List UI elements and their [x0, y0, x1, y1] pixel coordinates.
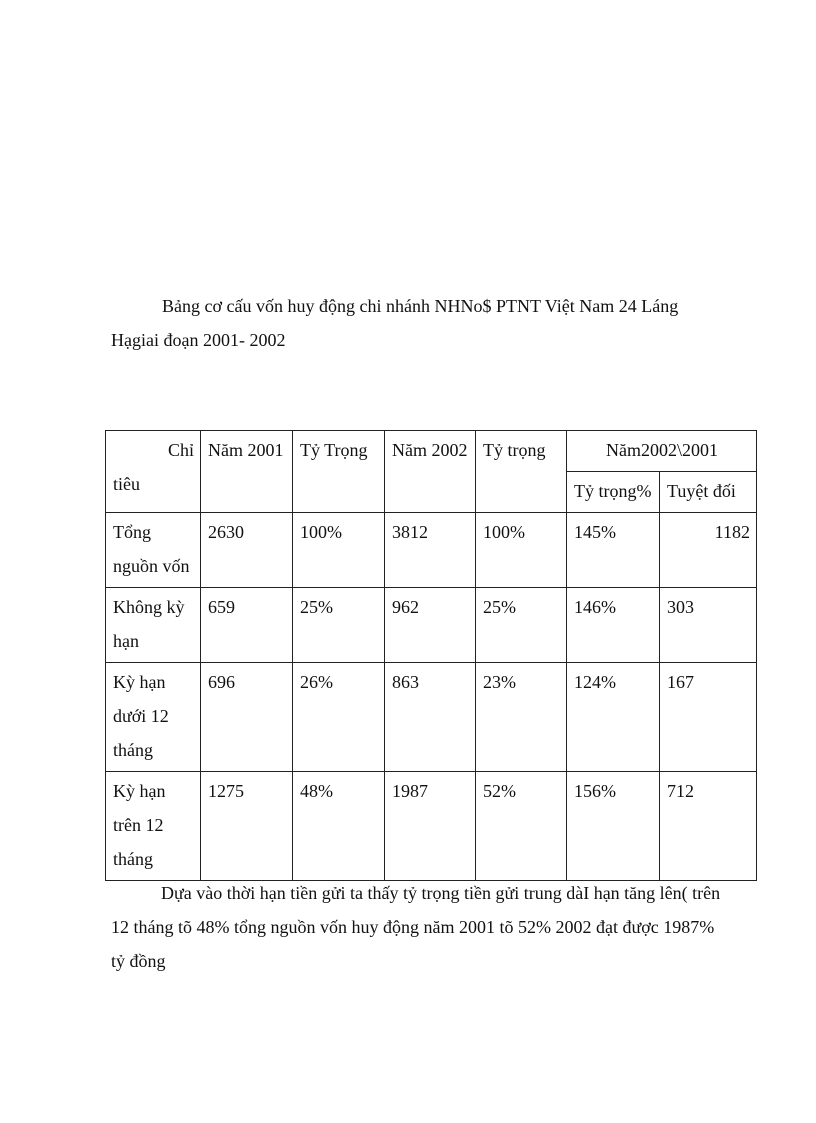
cell-ty-trong-2001: 48%	[293, 772, 385, 881]
row-label: Không kỳ hạn	[106, 588, 201, 663]
cell-ty-trong-2001: 26%	[293, 663, 385, 772]
cell-nam-2002: 3812	[385, 513, 476, 588]
header-chi-tieu	[106, 431, 201, 513]
header-chi: Chỉ	[167, 440, 194, 460]
cell-tuyet-doi: 712	[660, 772, 757, 881]
header-ty-trong-pct: Tỷ trọng%	[567, 472, 660, 513]
row-label: Tổng nguồn vốn	[106, 513, 201, 588]
header-tuyet-doi: Tuyệt đối	[660, 472, 757, 513]
table-header-row	[106, 431, 757, 472]
table-row	[106, 513, 757, 588]
row-label: Kỳ hạn trên 12 tháng	[106, 772, 201, 881]
cell-ty-trong-2002: 25%	[476, 588, 567, 663]
cell-nam-2002: 962	[385, 588, 476, 663]
table-row	[106, 588, 757, 663]
cell-nam-2002: 1987	[385, 772, 476, 881]
header-compare-label: Năm2002\2001	[606, 440, 718, 460]
cell-tuyet-doi: 167	[660, 663, 757, 772]
cell-ty-trong-2002: 100%	[476, 513, 567, 588]
header-compare	[567, 431, 757, 472]
cell-nam-2001: 1275	[201, 772, 293, 881]
cell-nam-2001: 2630	[201, 513, 293, 588]
capital-structure-table	[105, 430, 757, 881]
header-nam-2002: Năm 2002	[385, 431, 476, 513]
cell-tuyet-doi-value: 1182	[714, 522, 750, 542]
cell-ty-trong-2001: 25%	[293, 588, 385, 663]
cell-ty-trong-pct: 145%	[567, 513, 660, 588]
table-row	[106, 772, 757, 881]
table-row	[106, 663, 757, 772]
paragraph-line-3: tỷ đồng	[111, 951, 166, 971]
cell-ty-trong-2001: 100%	[293, 513, 385, 588]
cell-ty-trong-2002: 23%	[476, 663, 567, 772]
header-tieu: tiêu	[113, 474, 140, 494]
header-ty-trong-2002: Tỷ trọng	[476, 431, 567, 513]
paragraph-line-2: 12 tháng tõ 48% tổng nguồn vốn huy động năm 2001 tõ 52% 2002 đạt được 1987%	[111, 917, 715, 937]
row-label: Kỳ hạn dưới 12 tháng	[106, 663, 201, 772]
paragraph-line-1: Dựa vào thời hạn tiền gửi ta thấy tỷ trọng tiền gửi trung dàI hạn tăng lên( trên	[161, 883, 721, 903]
cell-ty-trong-pct: 124%	[567, 663, 660, 772]
cell-nam-2001: 659	[201, 588, 293, 663]
cell-ty-trong-pct: 146%	[567, 588, 660, 663]
header-nam-2001: Năm 2001	[201, 431, 293, 513]
cell-tuyet-doi	[660, 513, 757, 588]
cell-tuyet-doi: 303	[660, 588, 757, 663]
table-title-continued: Hạgiai đoạn 2001- 2002	[111, 330, 286, 350]
cell-ty-trong-pct: 156%	[567, 772, 660, 881]
cell-nam-2001: 696	[201, 663, 293, 772]
table-title: Bảng cơ cấu vốn huy động chi nhánh NHNo$ PTNT Việt Nam 24 Láng	[162, 296, 679, 316]
cell-ty-trong-2002: 52%	[476, 772, 567, 881]
header-ty-trong-2001: Tỷ Trọng	[293, 431, 385, 513]
cell-nam-2002: 863	[385, 663, 476, 772]
